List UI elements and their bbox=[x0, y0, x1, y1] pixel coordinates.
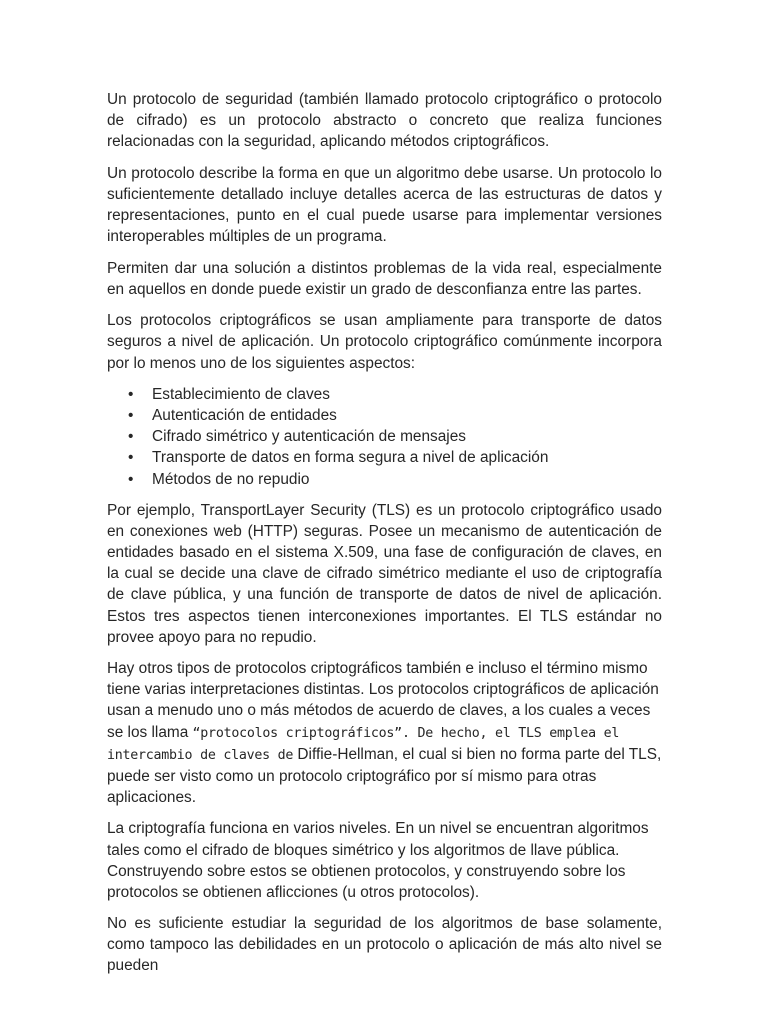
list-item-text: Transporte de datos en forma segura a nivel de aplicación bbox=[152, 449, 549, 467]
paragraph-insufficient: No es suficiente estudiar la seguridad de los algoritmos de base solamente, como tampoco las debilidades en un protocolo o aplicación de más alto nivel se pueden bbox=[107, 915, 662, 975]
paragraph-other-types-text-2: “protocolos criptográficos”. De hecho, el TLS emplea el intercambio de claves de bbox=[107, 725, 620, 763]
paragraph-other-types bbox=[107, 658, 662, 808]
list-item-text: Establecimiento de claves bbox=[152, 386, 330, 404]
list-item-text: Cifrado simétrico y autenticación de mensajes bbox=[152, 428, 466, 446]
list-item-text: Métodos de no repudio bbox=[152, 470, 310, 488]
aspects-list bbox=[107, 384, 662, 489]
paragraph-other-types-text-3: Diffie-Hellman, el cual si bien no forma parte del TLS, puede ser visto como un protocolo criptográfico por sí mismo para otras aplicaciones. bbox=[107, 745, 662, 806]
paragraph-tls-example: Por ejemplo, TransportLayer Security (TLS) es un protocolo criptográfico usado en conexiones web (HTTP) seguras. Posee un mecanismo de autenticación de entidades basado en el sistema X.509, una fase de configuración de claves, en la cual se decide una clave de cifrado simétrico mediante el uso de criptografía de clave pública, y una función de transporte de datos de nivel de aplicación. Estos tres aspectos tienen interconexiones importantes. El TLS estándar no provee apoyo para no repudio. bbox=[107, 502, 662, 646]
list-item bbox=[107, 447, 662, 468]
paragraph-definition: Un protocolo de seguridad (también llamado protocolo criptográfico o protocolo de cifrado) es un protocolo abstracto o concreto que realiza funciones relacionadas con la seguridad, aplicando métodos criptográficos. bbox=[107, 91, 662, 151]
bullet-icon: • bbox=[128, 470, 134, 488]
paragraph-description: Un protocolo describe la forma en que un algoritmo debe usarse. Un protocolo lo suficientemente detallado incluye detalles acerca de las estructuras de datos y representaciones, punto en el cual puede usarse para implementar versiones interoperables múltiples de un programa. bbox=[107, 164, 662, 246]
list-item bbox=[107, 426, 662, 447]
list-item bbox=[107, 405, 662, 426]
list-item-text: Autenticación de entidades bbox=[152, 407, 337, 425]
list-item bbox=[107, 469, 662, 490]
bullet-icon: • bbox=[128, 449, 134, 467]
bullet-icon: • bbox=[128, 428, 134, 446]
paragraph-other-types-text-1: Hay otros tipos de protocolos criptográficos también e incluso el término mismo tiene varias interpretaciones distintas. Los protocolos criptográficos de aplicación usan a menudo uno o más métodos de acuerdo de claves, a los cuales a veces se los llama bbox=[107, 660, 659, 741]
paragraph-levels: La criptografía funciona en varios niveles. En un nivel se encuentran algoritmos tales como el cifrado de bloques simétrico y los algoritmos de llave pública. Construyendo sobre estos se obtienen protocolos, y construyendo sobre los protocolos se obtienen aflicciones (u otros protocolos). bbox=[107, 820, 649, 901]
paragraph-usage: Los protocolos criptográficos se usan ampliamente para transporte de datos seguros a nivel de aplicación. Un protocolo criptográfico comúnmente incorpora por lo menos uno de los siguientes aspectos: bbox=[107, 312, 662, 372]
list-item bbox=[107, 384, 662, 405]
bullet-icon: • bbox=[128, 386, 134, 404]
bullet-icon: • bbox=[128, 407, 134, 425]
paragraph-solutions: Permiten dar una solución a distintos problemas de la vida real, especialmente en aquellos en donde puede existir un grado de desconfianza entre las partes. bbox=[107, 259, 662, 298]
